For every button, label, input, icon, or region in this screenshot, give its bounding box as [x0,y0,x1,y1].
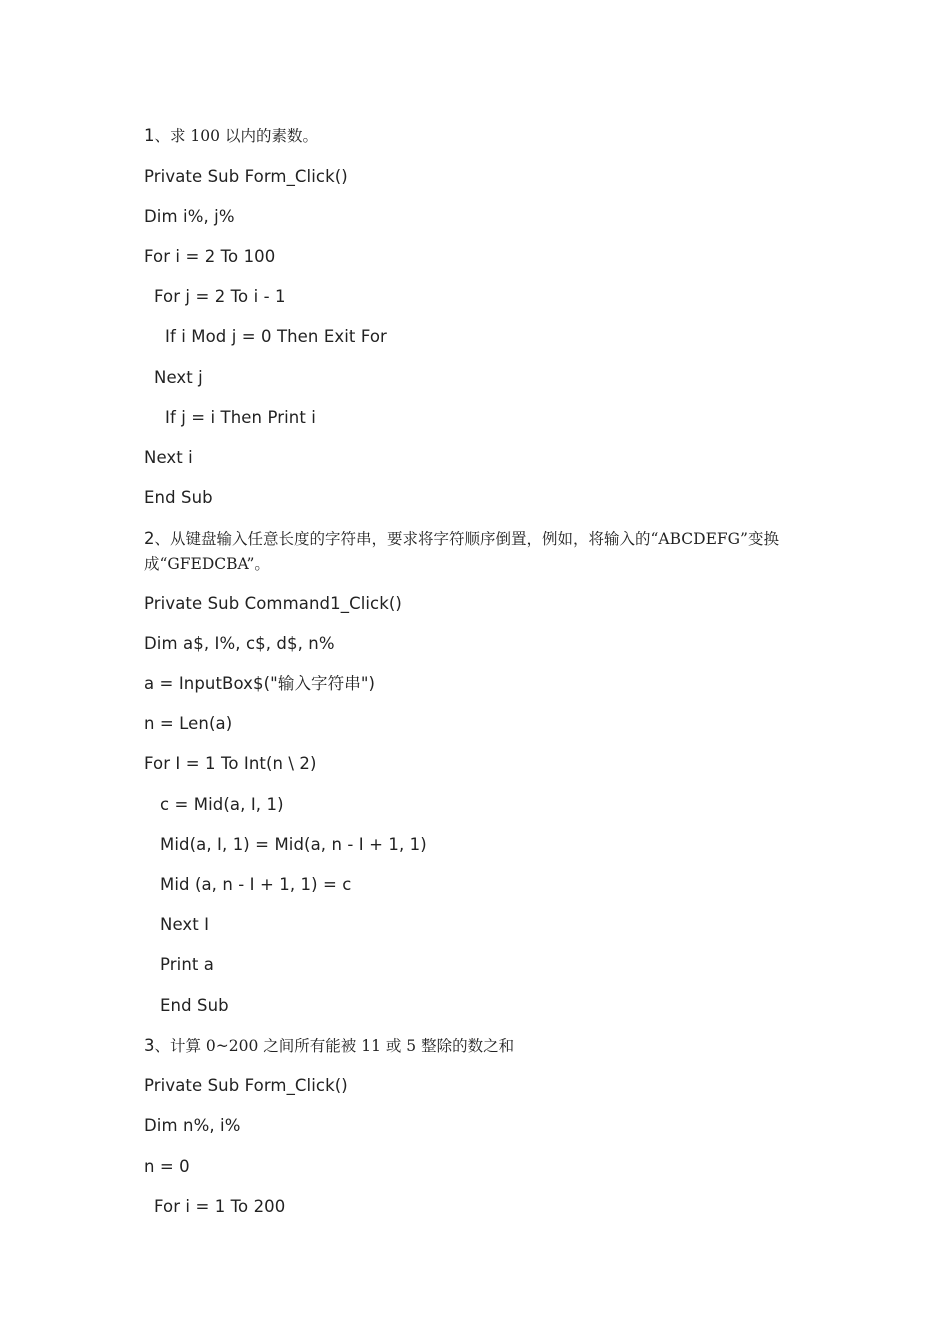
code-line: Dim a$, I%, c$, d$, n% [144,634,335,653]
code-line: Next i [144,448,193,467]
code-line: Next j [154,368,203,387]
code-line: Print a [160,955,215,974]
section-2-heading [144,526,814,577]
code-line: End Sub [160,996,229,1015]
section-3-number: 3 [144,1036,155,1055]
code-line: If j = i Then Print i [165,408,316,427]
code-line: n = 0 [144,1157,190,1176]
code-line: Mid (a, n - I + 1, 1) = c [160,875,352,894]
code-line: Dim n%, i% [144,1116,241,1135]
code-line: a = InputBox$("输入字符串") [144,674,376,693]
code-line: Dim i%, j% [144,207,235,226]
section-2-title: 、从键盘输入任意长度的字符串，要求将字符顺序倒置，例如，将输入的“ABCDEFG”变换成“GFEDCBA”。 [144,530,779,573]
code-line: If i Mod j = 0 Then Exit For [165,327,387,346]
section-3-heading [144,1034,824,1058]
section-1-title: 、求 100 以内的素数。 [154,127,318,145]
section-1-heading [144,124,824,148]
code-line: c = Mid(a, I, 1) [160,795,284,814]
code-line: For j = 2 To i - 1 [154,287,286,306]
code-line: For i = 1 To 200 [154,1197,286,1216]
code-line: Private Sub Command1_Click() [144,594,402,613]
code-line: For I = 1 To Int(n \ 2) [144,754,317,773]
code-line: For i = 2 To 100 [144,247,276,266]
code-line: End Sub [144,488,213,507]
section-2-number: 2 [144,529,155,548]
code-line: Mid(a, I, 1) = Mid(a, n - I + 1, 1) [160,835,427,854]
code-line: Private Sub Form_Click() [144,167,348,186]
code-line: Next I [160,915,210,934]
code-line: n = Len(a) [144,714,233,733]
code-line: Private Sub Form_Click() [144,1076,348,1095]
section-1-number: 1 [144,126,155,145]
section-3-title: 、计算 0~200 之间所有能被 11 或 5 整除的数之和 [154,1037,515,1055]
